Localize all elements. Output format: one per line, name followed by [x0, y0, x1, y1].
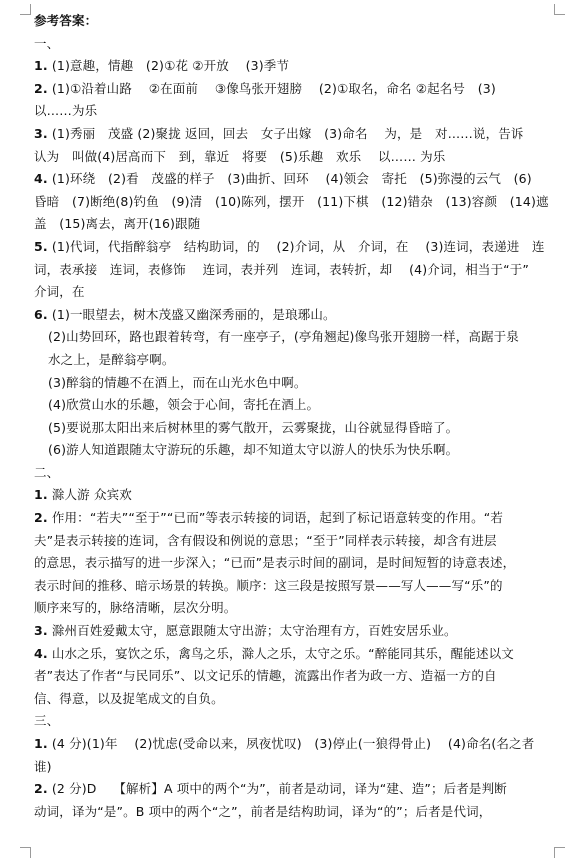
answer-lines [34, 33, 557, 824]
question-number: 6. [34, 306, 48, 322]
text-line: 盖 (15)离去，离开(16)跟随 [34, 216, 201, 232]
text-line: 昏暗 (7)断绝(8)钓鱼 (9)清 (10)陈列，摆开 (11)下棋 (12)错杂 (13)容颜 (14)遮 [34, 193, 549, 209]
crop-mark-bottom-left [20, 847, 31, 858]
text-line: 2. 作用：“若夫”“至于”“已而”等表示转接的词语，起到了标记语意转变的作用。“若 [34, 510, 504, 526]
text-line: 夫”是表示转接的连词，含有假设和例说的意思；“至于”同样表示转接，却含有进层 [34, 532, 497, 548]
text-line: 2. (2 分)D 【解析】A 项中的两个“为”，前者是动词，译为“建、造”；后者是判断 [34, 781, 507, 797]
question-number: 5. [34, 238, 48, 254]
document-title: 参考答案： [34, 13, 98, 28]
text-line: 动词，译为“是”。B 项中的两个“之”，前者是结构助词，译为“的”；后者是代词， [34, 803, 492, 819]
text-line: 表示时间的推移、暗示场景的转换。顺序：这三段是按照写景——写人——写“乐”的 [34, 577, 503, 593]
text-line: 以……为乐 [34, 103, 98, 119]
text-line: 词，表承接 连词，表修饰 连词，表并列 连词，表转折，却 (4)介词，相当于“于” [34, 261, 530, 277]
text-line: (4)欣赏山水的乐趣，领会于心间，寄托在酒上。 [48, 397, 320, 413]
question-number: 3. [34, 623, 48, 639]
text-line: 1. 滁人游 众宾欢 [34, 487, 132, 503]
text-line: 1. (4 分)(1)年 (2)忧虑(受命以来，夙夜忧叹) (3)停止(一狼得骨止) (4)命名(名之者 [34, 736, 535, 751]
text-line: 1. (1)意趣，情趣 (2)①花 ②开放 (3)季节 [34, 58, 290, 74]
text-line: 3. (1)秀丽 茂盛 (2)聚拢 返回，回去 女子出嫁 (3)命名 为，是 对……说，告诉 [34, 125, 524, 141]
text-line: 3. 滁州百姓爱戴太守，愿意跟随太守出游；太守治理有方，百姓安居乐业。 [34, 623, 457, 639]
question-number: 4. [34, 645, 48, 661]
question-number: 3. [34, 125, 48, 141]
question-number: 4. [34, 171, 48, 187]
text-line: 2. (1)①沿着山路 ②在面前 ③像鸟张开翅膀 (2)①取名，命名 ②起名号 (3) [34, 80, 496, 96]
text-line: (3)醉翁的情趣不在酒上，而在山光水色中啊。 [48, 374, 307, 390]
text-line: 者”表达了作者“与民同乐”、以文记乐的情趣，流露出作者为政一方、造福一方的自 [34, 668, 497, 684]
question-number: 2. [34, 80, 48, 96]
text-line: 二、 [34, 464, 60, 480]
question-number: 1. [34, 736, 48, 751]
crop-mark-top-right [554, 4, 565, 15]
text-line: 5. (1)代词，代指醉翁亭 结构助词，的 (2)介词，从 介词，在 (3)连词，表递进 连 [34, 238, 545, 254]
question-number: 1. [34, 487, 48, 503]
text-line: 4. 山水之乐，宴饮之乐，禽鸟之乐，滁人之乐，太守之乐。“醉能同其乐，醒能述以文 [34, 645, 514, 661]
text-line: 信、得意，以及捉笔成文的自负。 [34, 690, 224, 706]
question-number: 2. [34, 781, 48, 797]
text-line: 4. (1)环绕 (2)看 茂盛的样子 (3)曲折、回环 (4)领会 寄托 (5)弥漫的云气 (6) [34, 171, 532, 187]
text-line: 水之上，是醉翁亭啊。 [48, 351, 175, 367]
text-line: (6)游人知道跟随太守游玩的乐趣，却不知道太守以游人的快乐为快乐啊。 [48, 442, 459, 458]
text-line: 认为 叫做(4)居高而下 到，靠近 将要 (5)乐趣 欢乐 以…… 为乐 [34, 148, 446, 164]
text-line: 介词，在 [34, 284, 85, 300]
crop-mark-bottom-right [554, 847, 565, 858]
text-line: (5)要说那太阳出来后树林里的雾气散开，云雾聚拢，山谷就显得昏暗了。 [48, 419, 459, 435]
text-line: 谁) [34, 758, 52, 774]
question-number: 2. [34, 510, 48, 526]
text-line: 一、 [34, 35, 60, 51]
question-number: 1. [34, 58, 48, 74]
text-line: 三、 [34, 713, 60, 729]
text-line: 6. (1)一眼望去，树木茂盛又幽深秀丽的，是琅琊山。 [34, 306, 336, 322]
crop-mark-top-left [20, 4, 31, 15]
text-line: 的意思，表示描写的进一步深入；“已而”是表示时间的副词，是时间短暂的诗意表述， [34, 555, 516, 571]
text-line: 顺序来写的，脉络清晰，层次分明。 [34, 600, 237, 616]
text-line: (2)山势回环，路也跟着转弯，有一座亭子，(亭角翘起)像鸟张开翅膀一样，高踞于泉 [48, 329, 519, 345]
